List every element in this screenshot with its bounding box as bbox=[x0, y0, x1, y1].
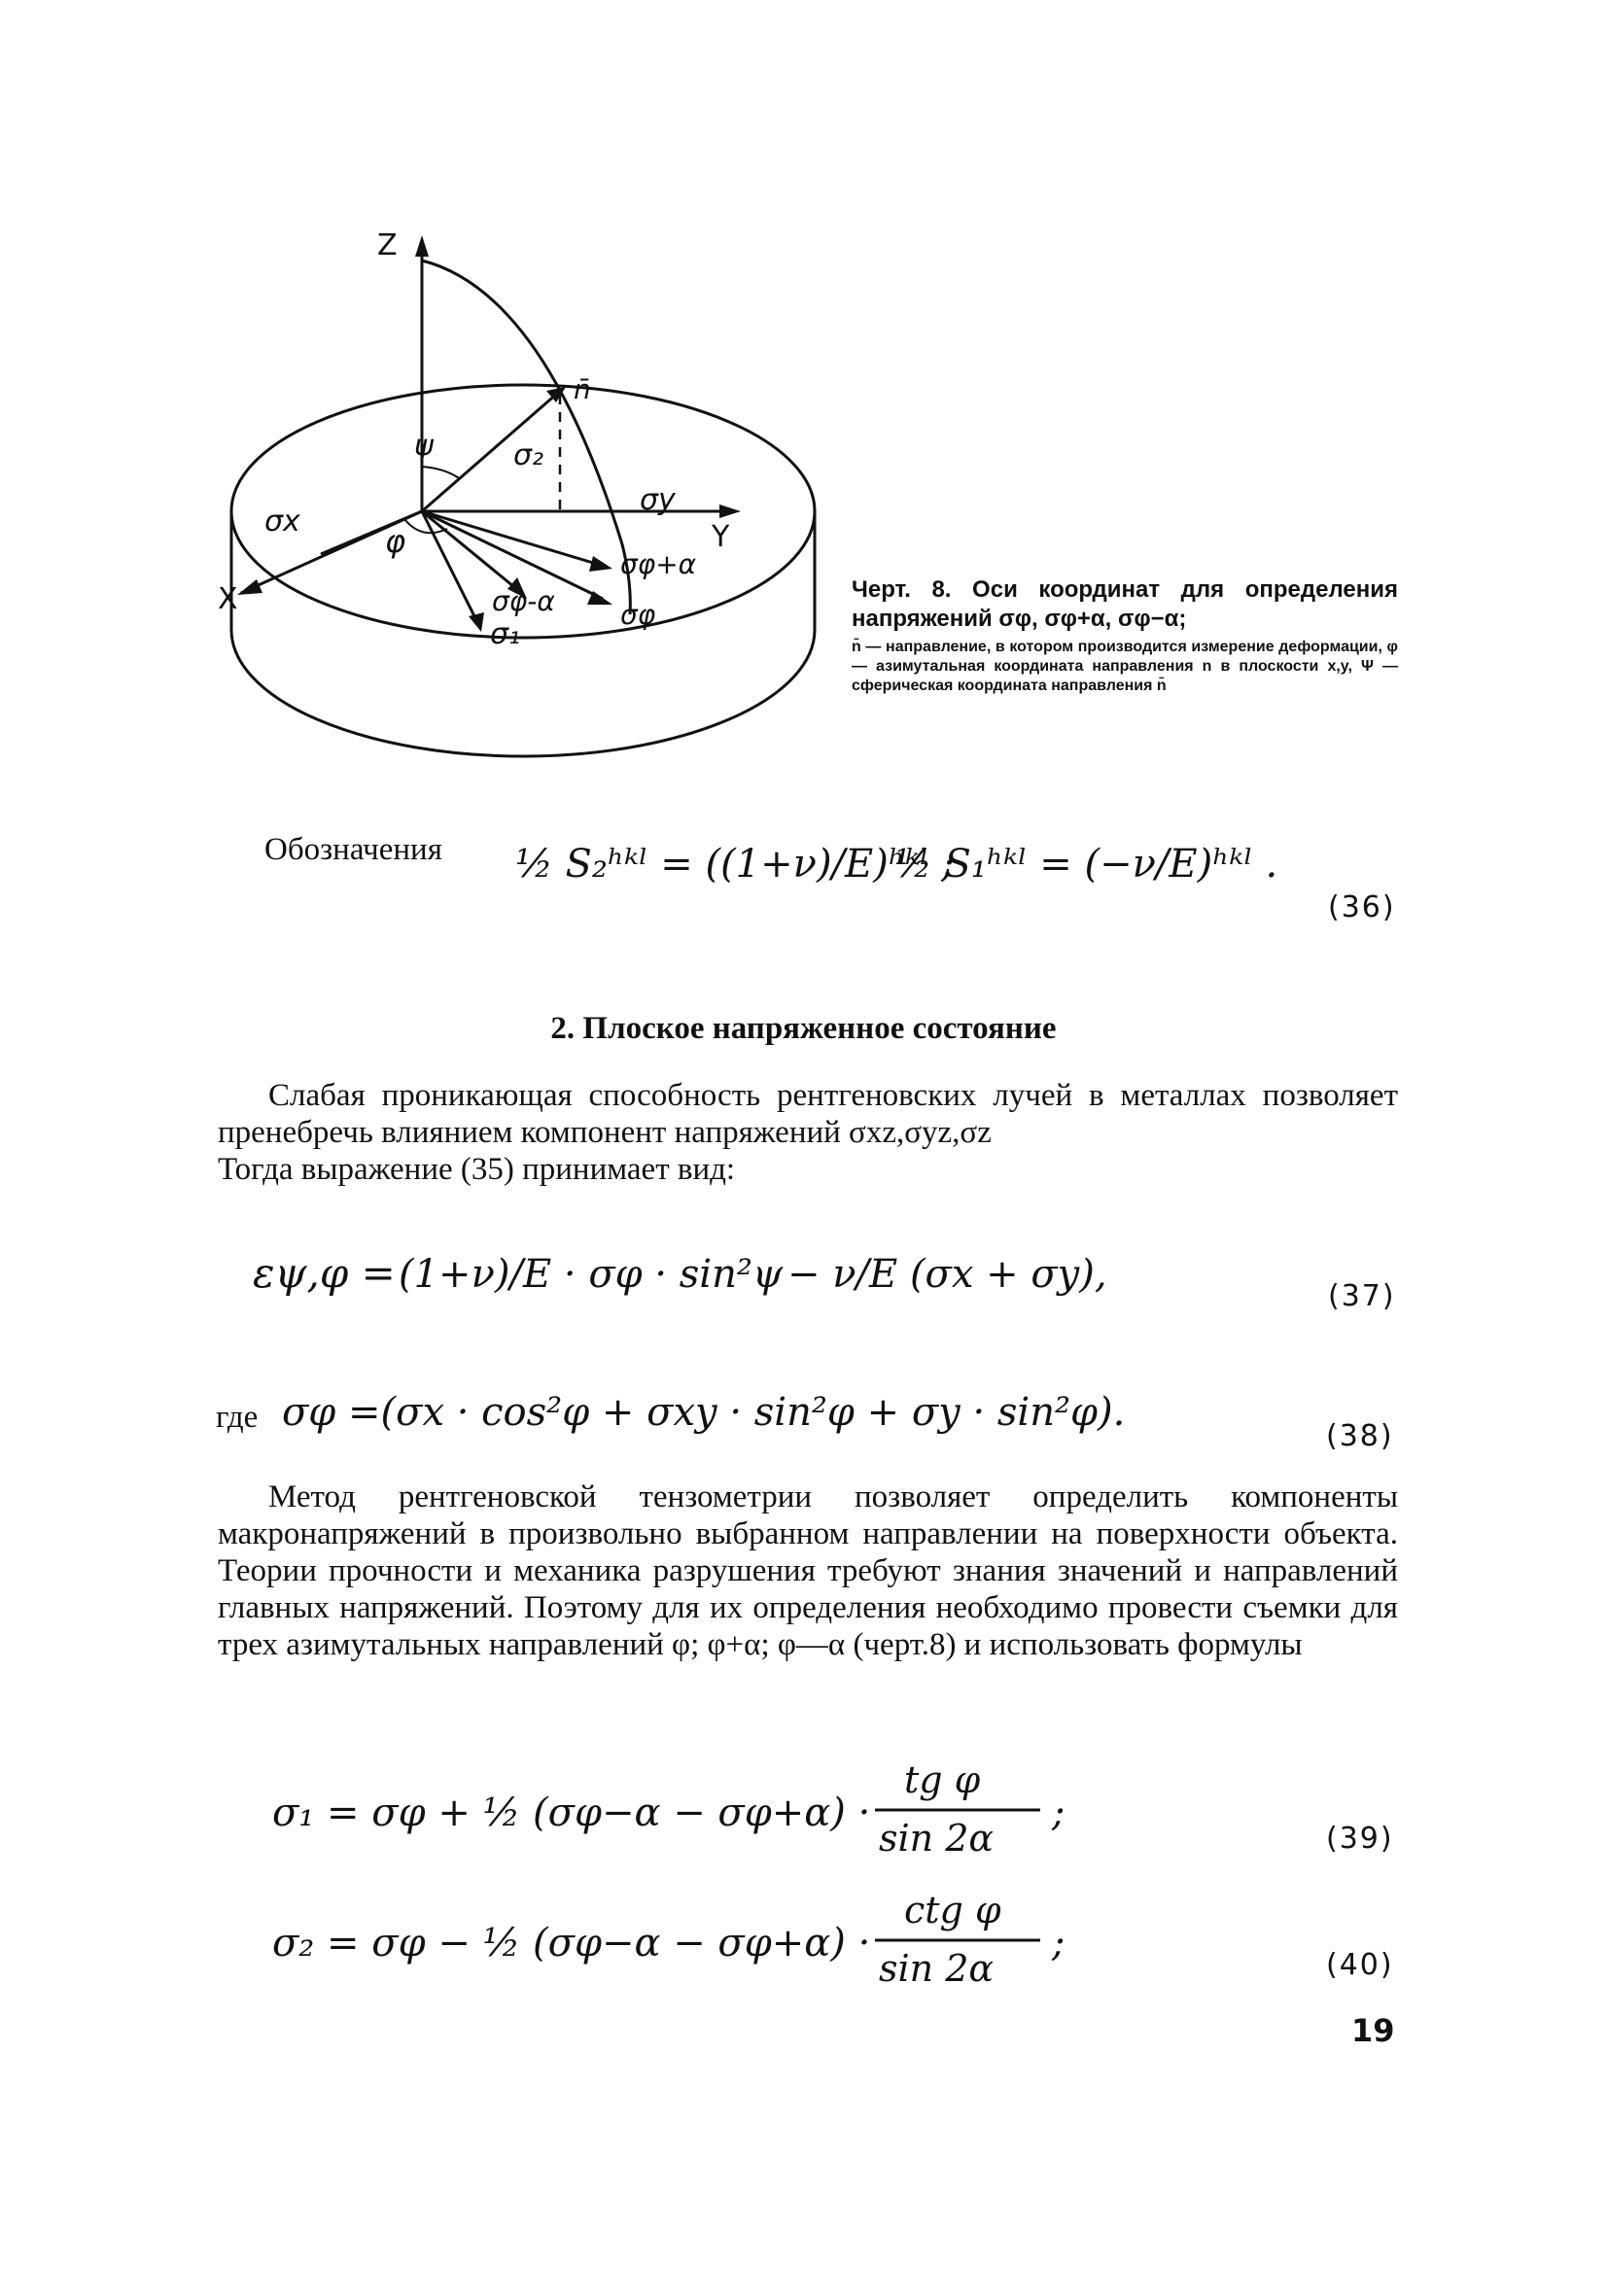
paragraph-2: Метод рентгеновской тензометрии позволяет определить компоненты макронапряжений в произвольно выбранном направлении на поверхности объекта. Теории прочности и механика разрушения требуют знания значений и направлений главных напряжений. Поэтому для их определения необходимо провести съемки для трех азимутальных направлений φ; φ+α; φ—α (черт.8) и использовать формулы bbox=[218, 1479, 1398, 1662]
eq40-end: ; bbox=[1052, 1921, 1066, 1966]
eq38-body: σφ =(σx · cos²φ + σxy · sin²φ + σy · sin²φ). bbox=[282, 1390, 1126, 1435]
sigma2-label: σ₂ bbox=[513, 438, 544, 472]
eq39-end: ; bbox=[1052, 1791, 1066, 1835]
sigmax-label: σx bbox=[264, 504, 300, 539]
notation-label: Обозначения bbox=[264, 832, 442, 867]
sigma-phi-minus-label: σφ-α bbox=[492, 585, 555, 617]
eq40-number: (40) bbox=[1326, 1948, 1394, 1982]
eq37-term1: (1+ν)/E · σφ · sin²ψ bbox=[399, 1252, 784, 1297]
n-label: n̄ bbox=[574, 373, 591, 405]
y-axis-label: Y bbox=[712, 520, 730, 554]
psi-arc bbox=[422, 467, 459, 478]
section-heading: 2. Плоское напряженное состояние bbox=[550, 1011, 1057, 1046]
eq37-number: (37) bbox=[1328, 1279, 1396, 1313]
sigma-phi-plus-vector bbox=[422, 511, 603, 566]
eq36-part1: ½ S₂ʰᵏˡ = ((1+ν)/E)ʰᵏˡ ; bbox=[515, 842, 955, 887]
equation-38 bbox=[272, 1361, 1303, 1468]
z-axis-arrow bbox=[415, 235, 429, 257]
sigma-phi-plus-label: σφ+α bbox=[620, 548, 697, 580]
eq39-numerator: tg φ bbox=[904, 1758, 981, 1801]
eq39-number: (39) bbox=[1326, 1822, 1394, 1856]
paragraph-1-line1: Слабая проникающая способность рентгеновских лучей в металлах позволяет пренебречь влиянием компонент напряжений σxz,σyz,σz bbox=[218, 1078, 1398, 1150]
sigma1-arrow bbox=[469, 612, 484, 632]
figure-8-diagram bbox=[214, 224, 856, 768]
sigma1-label: σ₁ bbox=[490, 617, 521, 651]
eq40-lhs: σ₂ = σφ − ½ (σφ−α − σφ+α) · bbox=[272, 1921, 871, 1966]
equation-36 bbox=[506, 807, 1303, 923]
disk-bottom bbox=[231, 630, 815, 756]
eq38-number: (38) bbox=[1326, 1419, 1394, 1453]
figure-caption bbox=[852, 575, 1398, 696]
equation-40 bbox=[262, 1878, 1137, 2004]
sigmay-label: σy bbox=[640, 483, 676, 517]
paragraph-1 bbox=[218, 1077, 1398, 1188]
x-axis-label: X bbox=[218, 582, 238, 616]
psi-label: ψ bbox=[414, 429, 434, 463]
x-axis-arrow bbox=[237, 579, 262, 595]
eq38-prefix: где bbox=[216, 1400, 259, 1435]
eq36-number: (36) bbox=[1328, 890, 1396, 924]
eq40-denominator: sin 2α bbox=[879, 1947, 995, 1990]
page-number: 19 bbox=[1351, 2012, 1395, 2049]
sigma1-vector bbox=[422, 511, 476, 620]
eq37-term2: − ν/E (σx + σy), bbox=[787, 1252, 1107, 1297]
sigma-phi-plus-arrow bbox=[589, 556, 612, 572]
caption-title: Черт. 8. Оси координат для определения напряжений σφ, σφ+α, σφ−α; bbox=[852, 576, 1398, 632]
sigma-phi-label: σφ bbox=[620, 599, 656, 631]
caption-body: n̄ — направление, в котором производится измерение деформации, φ — азимутальная координата направления n в плоскости x,y, Ψ — сферическая координата направления n̄ bbox=[852, 639, 1398, 694]
sigmax-vector bbox=[321, 511, 422, 554]
z-axis-label: Z bbox=[377, 228, 398, 262]
eq39-lhs: σ₁ = σφ + ½ (σφ−α − σφ+α) · bbox=[272, 1791, 871, 1835]
y-axis-arrow bbox=[719, 504, 741, 518]
eq37-lhs: εψ,φ = bbox=[253, 1249, 396, 1297]
eq39-denominator: sin 2α bbox=[879, 1817, 995, 1860]
phi-label: φ bbox=[385, 523, 406, 560]
paragraph-1-line2: Тогда выражение (35) принимает вид: bbox=[218, 1152, 736, 1187]
equation-39 bbox=[262, 1750, 1137, 1876]
eq40-numerator: ctg φ bbox=[904, 1889, 1001, 1931]
equation-37 bbox=[243, 1227, 1118, 1334]
eq36-part2: ½ S₁ʰᵏˡ = (−ν/E)ʰᵏˡ . bbox=[894, 842, 1278, 887]
